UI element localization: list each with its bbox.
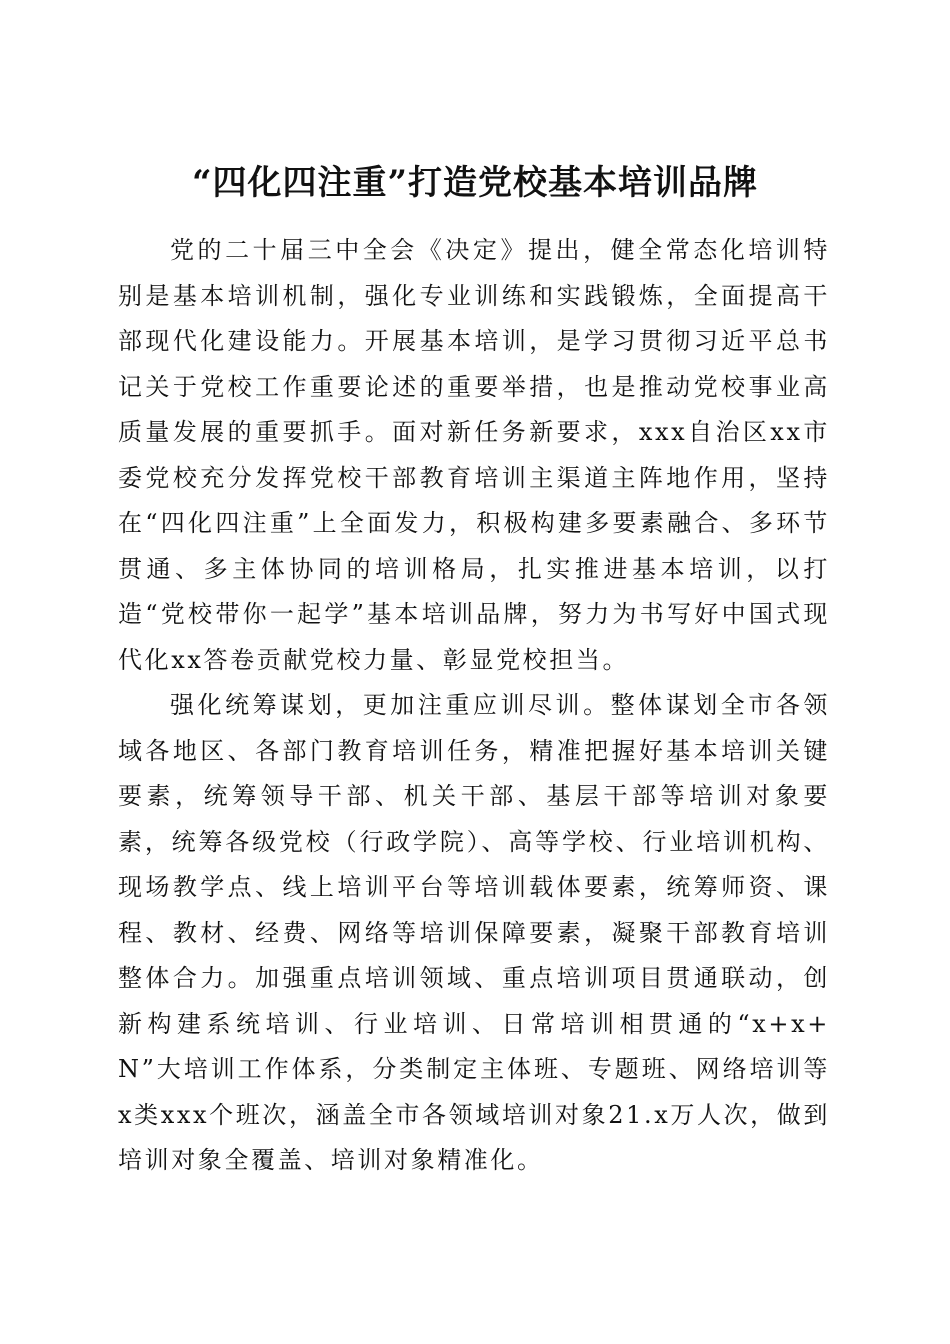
document-body (118, 228, 830, 1184)
paragraph-intro: 党的二十届三中全会《决定》提出，健全常态化培训特别是基本培训机制，强化专业训练和实践锻炼，全面提高干部现代化建设能力。开展基本培训，是学习贯彻习近平总书记关于党校工作重要论述的重要举措，也是推动党校事业高质量发展的重要抓手。面对新任务新要求，xxx自治区xx市委党校充分发挥党校干部教育培训主渠道主阵地作用，坚持在“四化四注重”上全面发力，积极构建多要素融合、多环节贯通、多主体协同的培训格局，扎实推进基本培训，以打造“党校带你一起学”基本培训品牌，努力为书写好中国式现代化xx答卷贡献党校力量、彰显党校担当。 (118, 236, 830, 674)
paragraph-planning: 强化统筹谋划，更加注重应训尽训。整体谋划全市各领域各地区、各部门教育培训任务，精准把握好基本培训关键要素，统筹领导干部、机关干部、基层干部等培训对象要素，统筹各级党校（行政学院）、高等学校、行业培训机构、现场教学点、线上培训平台等培训载体要素，统筹师资、课程、教材、经费、网络等培训保障要素，凝聚干部教育培训整体合力。加强重点培训领域、重点培训项目贯通联动，创新构建系统培训、行业培训、日常培训相贯通的“x+x+N”大培训工作体系，分类制定主体班、专题班、网络培训等x类xxx个班次，涵盖全市各领域培训对象21.x万人次，做到培训对象全覆盖、培训对象精准化。 (118, 691, 830, 1174)
document-title: “四化四注重”打造党校基本培训品牌 (191, 162, 759, 203)
